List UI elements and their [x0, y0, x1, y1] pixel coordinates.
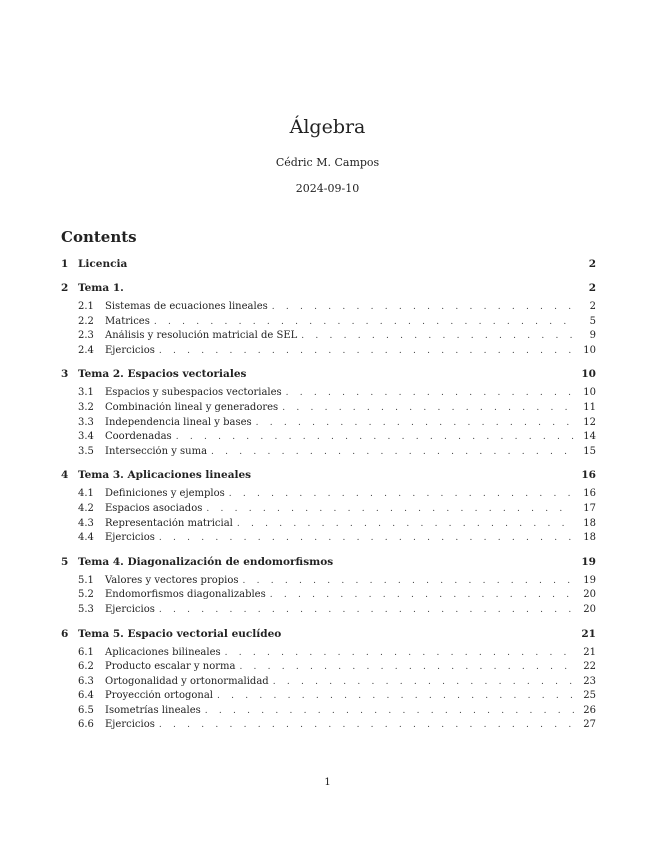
toc-subsection-entry[interactable]: [61, 676, 596, 691]
toc-section-number: 6: [61, 627, 69, 640]
toc-subsection-title: Combinación lineal y generadores: [105, 401, 279, 413]
toc-subsection-number: 6.6: [78, 719, 94, 731]
toc-subsection-page: 18: [583, 532, 596, 544]
toc-subsection-entry[interactable]: [61, 345, 596, 360]
toc-subsection-title: Proyección ortogonal: [105, 690, 213, 702]
toc-subsection-entry[interactable]: [61, 647, 596, 662]
toc-subsection-title: Aplicaciones bilineales: [105, 646, 221, 658]
toc-subsection-title: Independencia lineal y bases: [105, 416, 252, 428]
toc-subsection-entry[interactable]: [61, 589, 596, 604]
toc-subsection-number: 5.1: [78, 574, 94, 586]
toc-subsection-number: 3.4: [78, 431, 94, 443]
toc-section-page: 19: [581, 555, 596, 568]
toc-subsection-page: 2: [589, 301, 596, 312]
toc-subsection-title: Matrices: [105, 315, 150, 327]
toc-section-page: 21: [581, 627, 596, 640]
toc-subsection-page: 19: [583, 574, 596, 586]
toc-section-title: Tema 2. Espacios vectoriales: [78, 368, 247, 381]
toc-subsection-page: 22: [583, 661, 596, 673]
toc-section: [61, 258, 596, 273]
document-date: 2024-09-10: [295, 182, 360, 195]
toc-dot-leader: [159, 605, 574, 615]
toc-subsection-entry[interactable]: [61, 604, 596, 619]
toc-subsection-page: 16: [583, 488, 596, 500]
toc-subsection-entry[interactable]: [61, 575, 596, 590]
toc-subsection-page: 27: [583, 719, 596, 731]
toc-subsection-title: Ejercicios: [105, 344, 155, 356]
toc-section: [61, 368, 596, 460]
toc-subsection-title: Espacios asociados: [105, 502, 203, 514]
toc-subsection-number: 6.4: [78, 690, 94, 702]
toc-dot-leader: [243, 576, 575, 586]
toc-section-title: Tema 4. Diagonalización de endomorfismos: [78, 555, 334, 568]
toc-subsection-number: 5.2: [78, 589, 94, 601]
toc-dot-leader: [206, 504, 574, 514]
toc-section: [61, 628, 596, 735]
toc-subsection-title: Análisis y resolución matricial de SEL: [105, 330, 298, 342]
toc-dot-leader: [205, 706, 574, 716]
toc-subsection-entry[interactable]: [61, 402, 596, 417]
toc-subsection-title: Endomorfismos diagonalizables: [105, 589, 266, 601]
toc-subsection-number: 3.2: [78, 401, 94, 413]
toc-subsection-number: 6.3: [78, 675, 94, 687]
toc-subsection-page: 17: [583, 502, 596, 514]
toc-subsection-page: 25: [583, 690, 596, 702]
toc-dot-leader: [270, 590, 574, 600]
toc-section-entry[interactable]: [61, 368, 596, 383]
toc-dot-leader: [286, 388, 574, 398]
toc-section-page: 10: [581, 368, 596, 381]
toc-section-title: Licencia: [78, 258, 128, 270]
toc-subsection-number: 6.5: [78, 704, 94, 716]
toc-subsection-title: Valores y vectores propios: [105, 574, 239, 586]
toc-subsection-entry[interactable]: [61, 661, 596, 676]
toc-dot-leader: [256, 418, 574, 428]
toc-subsection-entry[interactable]: [61, 690, 596, 705]
toc-section-number: 2: [61, 282, 69, 294]
toc-subsection-title: Producto escalar y norma: [105, 661, 236, 673]
toc-subsection-entry[interactable]: [61, 518, 596, 533]
toc-subsection-number: 2.3: [78, 330, 94, 342]
toc-section: [61, 282, 596, 359]
toc-subsection-page: 26: [583, 704, 596, 716]
toc-subsection-page: 5: [589, 315, 596, 327]
toc-dot-leader: [217, 691, 574, 701]
toc-section-number: 1: [61, 258, 69, 270]
toc-subsection-number: 3.3: [78, 416, 94, 428]
toc-subsection-entry[interactable]: [61, 719, 596, 734]
toc-section-entry[interactable]: [61, 282, 596, 297]
toc-subsection-entry[interactable]: [61, 301, 596, 316]
toc-subsection-title: Espacios y subespacios vectoriales: [105, 387, 282, 399]
toc-subsection-page: 23: [583, 675, 596, 687]
toc-subsection-entry[interactable]: [61, 387, 596, 402]
toc-subsection-title: Ejercicios: [105, 603, 155, 615]
toc-subsection-title: Ejercicios: [105, 719, 155, 731]
toc-subsection-number: 3.5: [78, 445, 94, 457]
document-author: Cédric M. Campos: [275, 156, 380, 169]
toc-subsection-number: 4.2: [78, 502, 94, 514]
document-title: Álgebra: [289, 116, 366, 138]
contents-heading: Contents: [61, 228, 137, 246]
toc-section-entry[interactable]: [61, 469, 596, 484]
toc-dot-leader: [239, 662, 574, 672]
toc-dot-leader: [159, 533, 574, 543]
toc-subsection-entry[interactable]: [61, 705, 596, 720]
toc-section: [61, 469, 596, 546]
toc-subsection-title: Ortogonalidad y ortonormalidad: [105, 675, 269, 687]
toc-subsection-page: 14: [583, 431, 596, 443]
toc-section-number: 3: [61, 368, 69, 381]
toc-dot-leader: [211, 447, 574, 457]
toc-dot-leader: [301, 331, 574, 341]
toc-dot-leader: [159, 720, 574, 730]
toc-subsection-entry[interactable]: [61, 316, 596, 331]
page-number: 1: [324, 777, 331, 788]
toc-subsection-title: Coordenadas: [105, 431, 172, 443]
toc-subsection-number: 5.3: [78, 603, 94, 615]
toc-subsection-number: 2.4: [78, 344, 94, 356]
toc-subsection-number: 6.2: [78, 661, 94, 673]
toc-section-page: 16: [581, 469, 596, 482]
toc-subsection-page: 10: [583, 344, 596, 356]
toc-subsection-entry[interactable]: [61, 417, 596, 432]
toc-subsection-title: Sistemas de ecuaciones lineales: [105, 301, 268, 312]
toc-subsection-page: 11: [583, 401, 596, 413]
toc-subsection-number: 4.3: [78, 517, 94, 529]
toc-section-page: 2: [588, 258, 596, 270]
toc-subsection-entry[interactable]: [61, 446, 596, 461]
toc-subsection-title: Isometrías lineales: [105, 704, 201, 716]
toc-subsection-number: 4.1: [78, 488, 94, 500]
toc-subsection-page: 18: [583, 517, 596, 529]
toc-section-title: Tema 3. Aplicaciones lineales: [78, 469, 252, 482]
toc-subsection-entry[interactable]: [61, 330, 596, 345]
toc-section: [61, 556, 596, 619]
toc-subsection-page: 15: [583, 445, 596, 457]
toc-dot-leader: [159, 346, 574, 356]
toc-subsection-number: 2.1: [78, 301, 94, 312]
toc-section-entry[interactable]: [61, 258, 596, 273]
toc-subsection-page: 21: [583, 646, 596, 658]
toc-subsection-entry[interactable]: [61, 532, 596, 547]
toc-section-title: Tema 1.: [78, 282, 124, 294]
toc-dot-leader: [282, 403, 574, 413]
toc-dot-leader: [154, 317, 574, 327]
toc-subsection-number: 3.1: [78, 387, 94, 399]
toc-subsection-page: 12: [583, 416, 596, 428]
toc-section-entry[interactable]: [61, 556, 596, 571]
toc-section-number: 4: [61, 469, 69, 482]
toc-subsection-number: 2.2: [78, 315, 94, 327]
toc-subsection-page: 20: [583, 589, 596, 601]
toc-dot-leader: [225, 648, 574, 658]
toc-subsection-entry[interactable]: [61, 431, 596, 446]
toc-subsection-entry[interactable]: [61, 488, 596, 503]
toc-subsection-number: 6.1: [78, 646, 94, 658]
toc-section-entry[interactable]: [61, 628, 596, 643]
toc-subsection-entry[interactable]: [61, 503, 596, 518]
toc-subsection-title: Ejercicios: [105, 532, 155, 544]
toc-section-page: 2: [588, 282, 596, 294]
toc-subsection-number: 4.4: [78, 532, 94, 544]
toc-dot-leader: [237, 519, 574, 529]
toc-section-title: Tema 5. Espacio vectorial euclídeo: [78, 627, 282, 640]
toc-dot-leader: [229, 489, 574, 499]
toc-subsection-title: Intersección y suma: [105, 445, 208, 457]
toc-dot-leader: [176, 432, 574, 442]
toc-subsection-page: 10: [583, 387, 596, 399]
toc-subsection-title: Representación matricial: [105, 517, 233, 529]
toc-dot-leader: [272, 302, 574, 312]
table-of-contents: [61, 258, 596, 743]
toc-section-number: 5: [61, 555, 69, 568]
toc-subsection-title: Definiciones y ejemplos: [105, 488, 225, 500]
toc-dot-leader: [273, 677, 574, 687]
toc-subsection-page: 9: [589, 330, 596, 342]
toc-subsection-page: 20: [583, 603, 596, 615]
